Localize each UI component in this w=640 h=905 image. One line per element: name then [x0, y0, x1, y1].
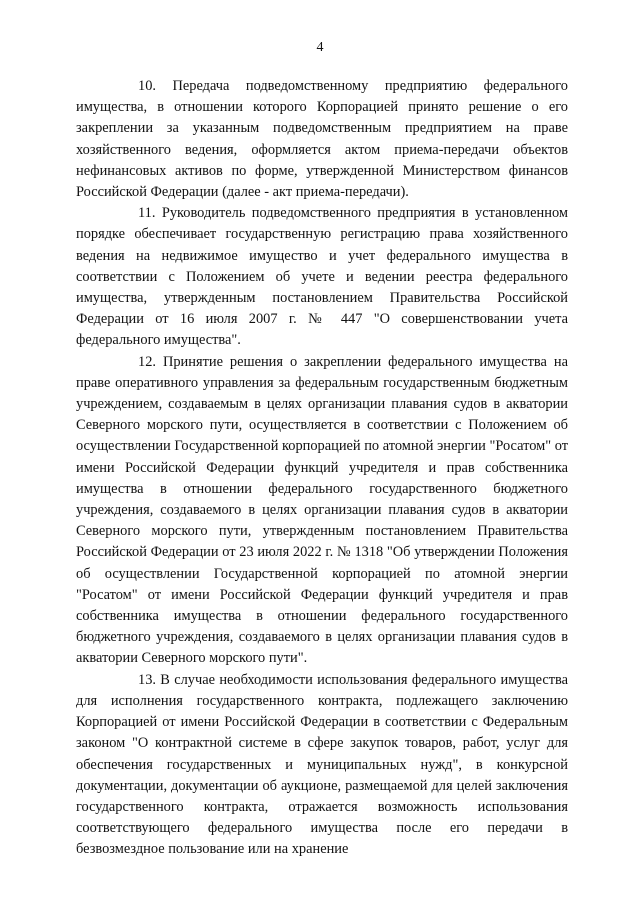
- paragraph-10: 10. Передача подведомственному предприятию федерального имущества, в отношении которого Корпорацией принято решение о его закреплении за указанным подведомственным предприятием на праве хозяйственного ведения, оформляется актом приема-передачи объектов нефинансовых активов по форме, утвержденной Министерством финансов Российской Федерации (далее - акт приема-передачи).: [76, 78, 568, 201]
- paragraph-12: 12. Принятие решения о закреплении федерального имущества на праве оперативного управления за федеральным государственным бюджетным учреждением, создаваемым в целях организации плавания судов в акватории Северного морского пути, осуществляется в соответствии с Положением об осуществлении Государственной корпорацией по атомной энергии "Росатом" от имени Российской Федерации функций учредителя и прав собственника имущества в отношении федерального государственного бюджетного учреждения, создаваемого в целях организации плавания судов в акватории Северного морского пути, утвержденным постановлением Правительства Российской Федерации от 23 июля 2022 г. № 1318 "Об утверждении Положения об осуществлении Государственной корпорацией по атомной энергии "Росатом" от имени Российской Федерации функций учредителя и прав собственника имущества в отношении федерального государственного бюджетного учреждения, создаваемого в целях организации плавания судов в акватории Северного морского пути".: [76, 353, 568, 667]
- document-body: [76, 76, 568, 861]
- page-number: 4: [316, 40, 324, 55]
- paragraph-11: 11. Руководитель подведомственного предприятия в установленном порядке обеспечивает государственную регистрацию права хозяйственного ведения на недвижимое имущество и учет федерального имущества в соответствии с Положением об учете и ведении реестра федерального имущества, утвержденным постановлением Правительства Российской Федерации от 16 июля 2007 г. № 447 "О совершенствовании учета федерального имущества".: [76, 205, 568, 349]
- paragraph-13: 13. В случае необходимости использования федерального имущества для исполнения государственного контракта, подлежащего заключению Корпорацией от имени Российской Федерации в соответствии с Федеральным законом "О контрактной системе в сфере закупок товаров, работ, услуг для обеспечения государственных и муниципальных нужд", в конкурсной документации, документации об аукционе, размещаемой для целей заключения государственного контракта, отражается возможность использования соответствующего федерального имущества после его передачи в безвозмездное пользование или на хранение: [76, 671, 568, 858]
